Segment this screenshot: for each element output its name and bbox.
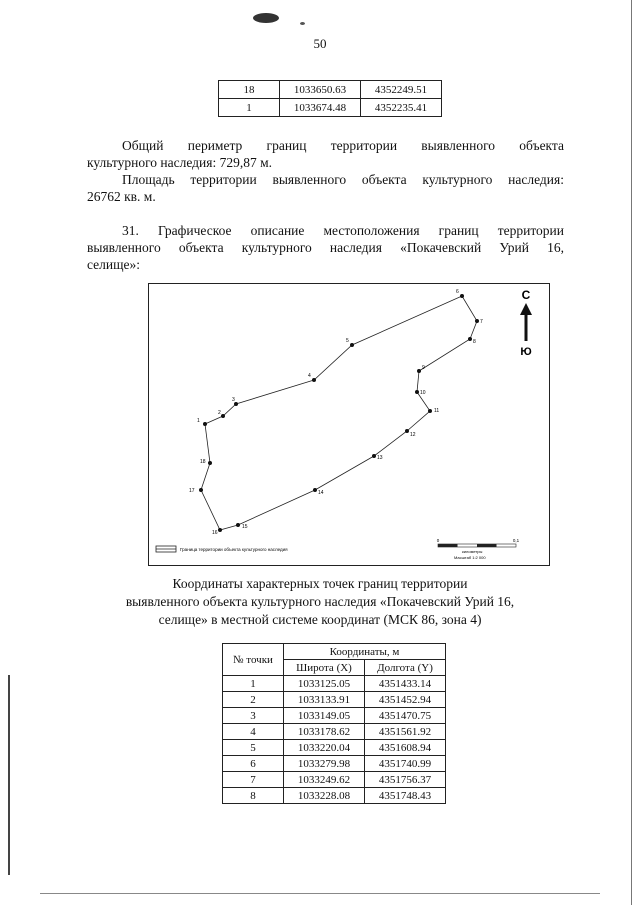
cell-y: 4351452.94 xyxy=(365,692,446,708)
table-row xyxy=(219,99,442,117)
cell-x: 1033220.04 xyxy=(284,740,365,756)
point-label: 15 xyxy=(242,524,248,530)
point-label: 8 xyxy=(473,339,476,345)
scan-right-border xyxy=(631,0,632,905)
cell-point: 8 xyxy=(223,788,284,804)
point-label: 17 xyxy=(189,488,195,494)
section-line-2: выявленного объекта культурного наследия «Покачевский Урий 16, xyxy=(87,240,564,255)
boundary-point xyxy=(468,337,472,341)
point-label: 5 xyxy=(346,338,349,344)
scan-left-border xyxy=(8,675,10,875)
coords-caption xyxy=(90,575,550,629)
table-row xyxy=(219,81,442,99)
boundary-point xyxy=(372,454,376,458)
scale-units: километры xyxy=(462,549,483,554)
boundary-point xyxy=(221,414,225,418)
boundary-point xyxy=(236,523,240,527)
section-line-1: 31. Графическое описание местоположения границ территории xyxy=(122,223,564,238)
point-label: 9 xyxy=(422,365,425,371)
cell-y: 4352249.51 xyxy=(361,81,442,99)
cell-y: 4351470.75 xyxy=(365,708,446,724)
scale-end: 0,1 xyxy=(512,538,520,543)
cell-y: 4352235.41 xyxy=(361,99,442,117)
table-row xyxy=(223,692,446,708)
cell-point: 1 xyxy=(223,676,284,692)
table-row xyxy=(223,676,446,692)
cell-x: 1033133.91 xyxy=(284,692,365,708)
cell-y: 4351748.43 xyxy=(365,788,446,804)
cell-x: 1033650.63 xyxy=(280,81,361,99)
point-label: 1 xyxy=(197,418,200,424)
point-label: 11 xyxy=(434,408,440,414)
cell-x: 1033249.62 xyxy=(284,772,365,788)
table-row xyxy=(223,788,446,804)
point-label: 3 xyxy=(232,397,235,403)
boundary-point xyxy=(475,319,479,323)
cell-y: 4351561.92 xyxy=(365,724,446,740)
compass-south: Ю xyxy=(520,346,532,358)
cell-y: 4351740.99 xyxy=(365,756,446,772)
point-label: 4 xyxy=(308,373,311,379)
cell-y: 4351608.94 xyxy=(365,740,446,756)
cell-point: 1 xyxy=(219,99,280,117)
legend-text: Граница территории объекта культурного наследия xyxy=(180,547,288,552)
boundary-point xyxy=(313,488,317,492)
cell-point: 3 xyxy=(223,708,284,724)
boundary-point xyxy=(405,429,409,433)
point-label: 7 xyxy=(480,319,483,325)
point-label: 16 xyxy=(212,530,218,536)
boundary-point xyxy=(208,461,212,465)
cell-y: 4351433.14 xyxy=(365,676,446,692)
cell-point: 5 xyxy=(223,740,284,756)
point-label: 2 xyxy=(218,410,221,416)
point-label: 6 xyxy=(456,289,459,295)
scan-bottom-line xyxy=(40,893,600,894)
boundary-point xyxy=(218,528,222,532)
caption-line-3: селище» в местной системе координат (МСК 86, зона 4) xyxy=(158,612,482,627)
table-row xyxy=(223,756,446,772)
scan-speck xyxy=(300,22,305,25)
boundary-point xyxy=(428,409,432,413)
section-line-3: селище»: xyxy=(87,257,140,272)
boundary-point xyxy=(415,390,419,394)
boundary-map xyxy=(148,283,550,566)
map-legend xyxy=(156,546,288,552)
table-row xyxy=(223,724,446,740)
boundary-point xyxy=(350,343,354,347)
col-point-header: № точки xyxy=(223,644,284,676)
scale-start: 0 xyxy=(436,538,440,543)
cell-x: 1033674.48 xyxy=(280,99,361,117)
table-row xyxy=(223,772,446,788)
scale-text: Масштаб 1:2 000 xyxy=(454,555,486,560)
boundary-point xyxy=(460,294,464,298)
cell-x: 1033125.05 xyxy=(284,676,365,692)
caption-line-1: Координаты характерных точек границ территории xyxy=(172,576,468,591)
area-line-1: Площадь территории выявленного объекта культурного наследия: xyxy=(122,172,564,187)
perimeter-line-1: Общий периметр границ территории выявленного объекта xyxy=(122,138,564,153)
table-row xyxy=(223,740,446,756)
point-label: 12 xyxy=(410,432,416,438)
top-coords-table xyxy=(218,80,442,117)
caption-line-2: выявленного объекта культурного наследия «Покачевский Урий 16, xyxy=(125,594,515,609)
cell-point: 4 xyxy=(223,724,284,740)
cell-point: 7 xyxy=(223,772,284,788)
page-number: 50 xyxy=(313,36,327,51)
cell-point: 18 xyxy=(219,81,280,99)
cell-x: 1033228.08 xyxy=(284,788,365,804)
cell-y: 4351756.37 xyxy=(365,772,446,788)
point-label: 10 xyxy=(420,390,426,396)
col-coords-header: Координаты, м xyxy=(284,644,446,660)
point-label: 14 xyxy=(318,490,324,496)
point-label: 13 xyxy=(377,455,383,461)
cell-point: 6 xyxy=(223,756,284,772)
perimeter-line-2: культурного наследия: 729,87 м. xyxy=(87,155,273,170)
col-y-header: Долгота (Y) xyxy=(365,660,446,676)
cell-x: 1033178.62 xyxy=(284,724,365,740)
boundary-point xyxy=(417,369,421,373)
col-x-header: Широта (X) xyxy=(284,660,365,676)
compass-north: С xyxy=(521,288,531,302)
boundary-point xyxy=(312,378,316,382)
boundary-point xyxy=(203,422,207,426)
coords-table xyxy=(222,643,446,804)
cell-x: 1033279.98 xyxy=(284,756,365,772)
cell-point: 2 xyxy=(223,692,284,708)
point-label: 18 xyxy=(200,459,206,465)
area-line-2: 26762 кв. м. xyxy=(87,189,156,204)
cell-x: 1033149.05 xyxy=(284,708,365,724)
scan-blot xyxy=(253,13,279,23)
table-row xyxy=(223,708,446,724)
boundary-point xyxy=(199,488,203,492)
